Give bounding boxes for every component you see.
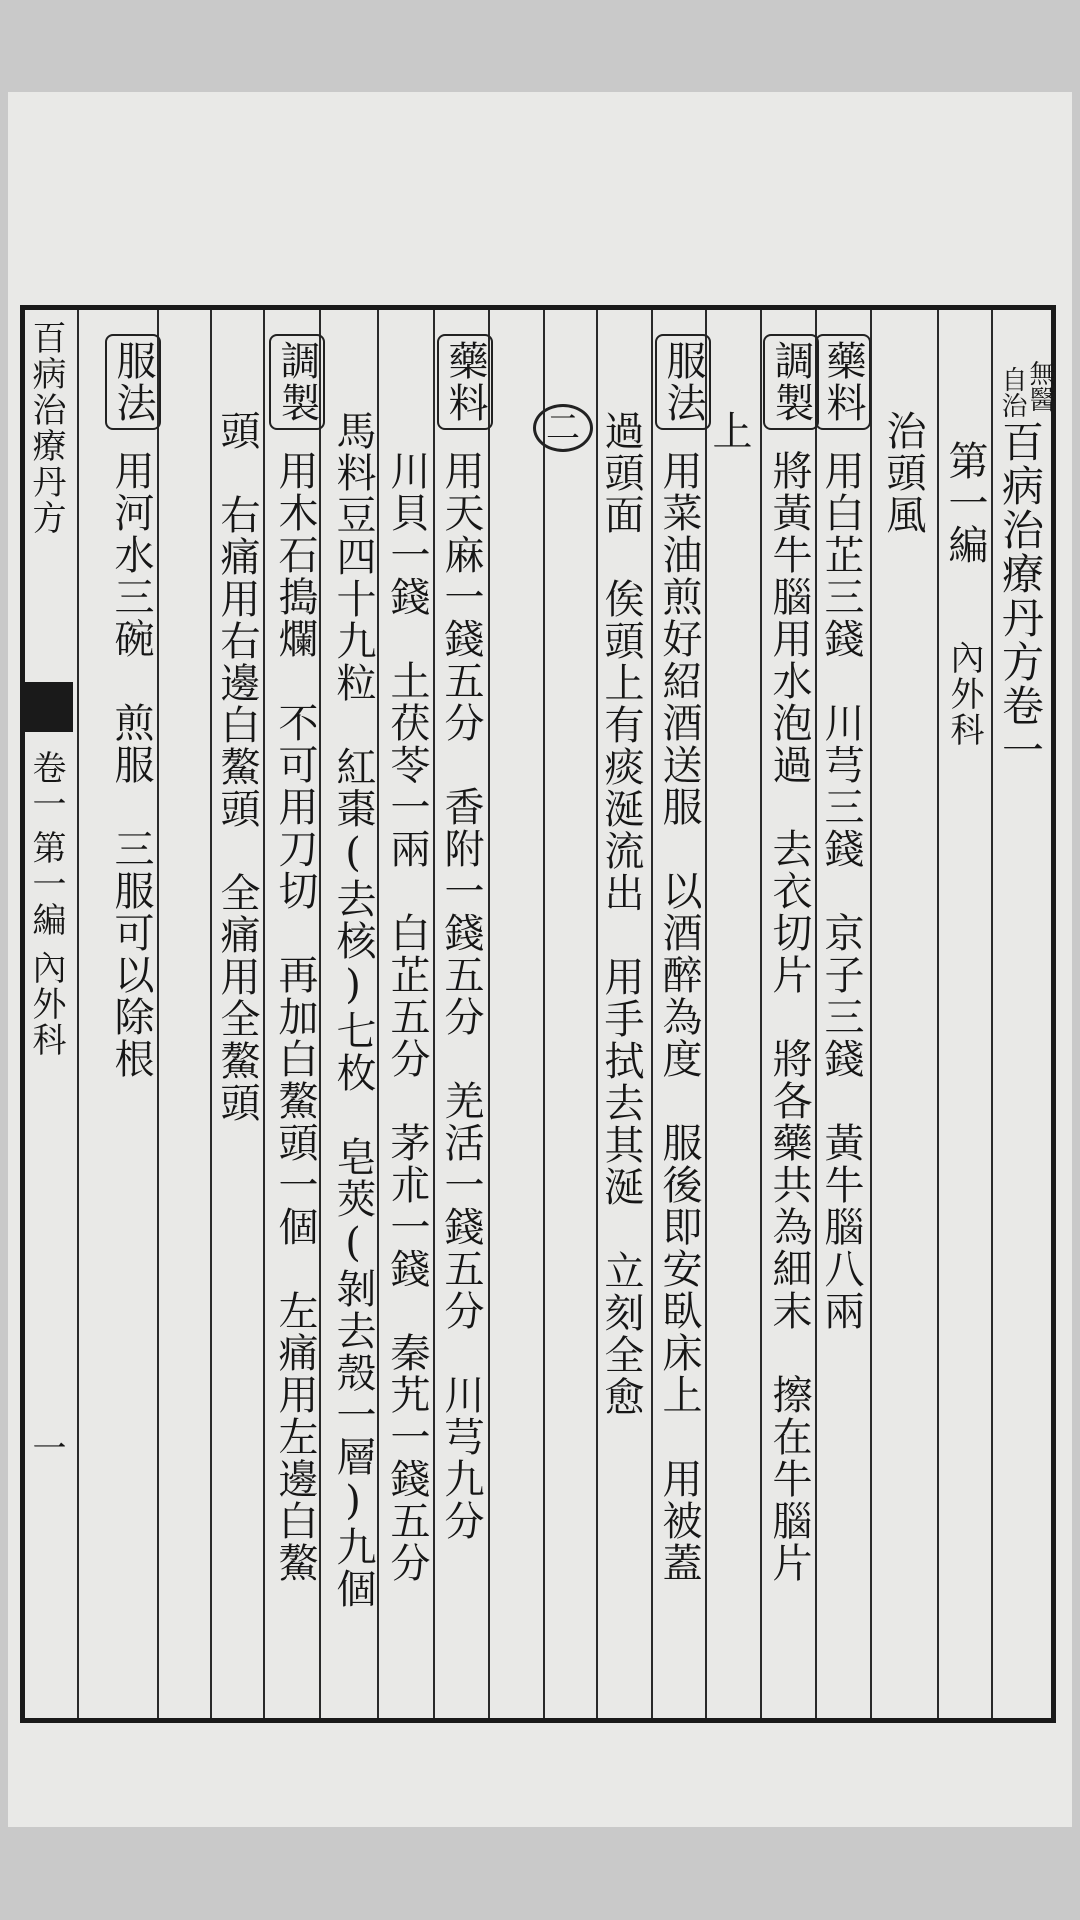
recipe1-prep-label: 調製 [763, 334, 819, 430]
recipe1-ingredients-text: 用白芷三錢 川芎三錢 京子三錢 黃牛腦八兩 [818, 450, 864, 1332]
recipe2-usage-text: 用河水三碗 煎服 三服可以除根 [108, 450, 154, 1080]
margin-book-title: 百病治療丹方 [26, 320, 66, 536]
header-subtitle-line2: 自治 [997, 366, 1027, 418]
recipe2-prep-label: 調製 [269, 334, 325, 430]
margin-fishtail-mark [25, 682, 73, 732]
column-rule [991, 310, 993, 1718]
column-rule [377, 310, 379, 1718]
column-rule [651, 310, 653, 1718]
page-title: 百病治療丹方卷一 [996, 420, 1045, 772]
column-rule [705, 310, 707, 1718]
column-rule [210, 310, 212, 1718]
column-rule [157, 310, 159, 1718]
scanned-page [8, 92, 1072, 1827]
recipe1-prep-continuation: 上 [706, 410, 752, 452]
recipe2-prep-continuation: 頭 右痛用右邊白鰲頭 全痛用全鰲頭 [214, 410, 260, 1124]
chapter-label: 第一編 [942, 440, 988, 566]
recipe2-ingredients-text: 用天麻一錢五分 香附一錢五分 羌活一錢五分 川芎九分 [438, 450, 484, 1542]
recipe2-number: 二 [533, 404, 593, 452]
column-rule [319, 310, 321, 1718]
margin-section: 內外科 [26, 950, 66, 1058]
recipe1-usage-text: 用菜油煎好紹酒送服 以酒醉為度 服後即安臥床上 用被蓋 [656, 450, 702, 1584]
recipe2-ingredients-label: 藥料 [437, 334, 493, 430]
column-rule [263, 310, 265, 1718]
margin-page-number: 一 [26, 1430, 66, 1466]
recipe2-ingredients-continuation2: 馬料豆四十九粒 紅棗(去核)七枚 皂莢(剝去殼一層)九個 [330, 410, 376, 1610]
recipe2-ingredients-continuation1: 川貝一錢 土茯苓一兩 白芷五分 茅朮一錢 秦艽一錢五分 [384, 450, 430, 1584]
margin-chapter: 第一編 [26, 830, 66, 938]
column-rule [77, 310, 79, 1718]
column-rule [488, 310, 490, 1718]
header-subtitle-line1: 無醫 [1025, 360, 1055, 412]
column-rule [543, 310, 545, 1718]
column-rule [760, 310, 762, 1718]
topic-heading: 治頭風 [880, 410, 926, 536]
column-rule [815, 310, 817, 1718]
text-frame [20, 305, 1056, 1723]
recipe1-usage-label: 服法 [655, 334, 711, 430]
column-rule [870, 310, 872, 1718]
recipe2-prep-text: 用木石搗爛 不可用刀切 再加白鰲頭一個 左痛用左邊白鰲 [272, 450, 318, 1584]
recipe2-usage-label: 服法 [105, 334, 161, 430]
recipe1-prep-text: 將黃牛腦用水泡過 去衣切片 將各藥共為細末 擦在牛腦片 [766, 450, 812, 1584]
column-rule [433, 310, 435, 1718]
recipe1-usage-continuation: 過頭面 俟頭上有痰涎流出 用手拭去其涎 立刻全愈 [598, 410, 644, 1418]
margin-volume: 卷一 [26, 750, 66, 822]
recipe1-ingredients-label: 藥料 [815, 334, 871, 430]
chapter-section: 內外科 [944, 640, 984, 748]
column-rule [937, 310, 939, 1718]
